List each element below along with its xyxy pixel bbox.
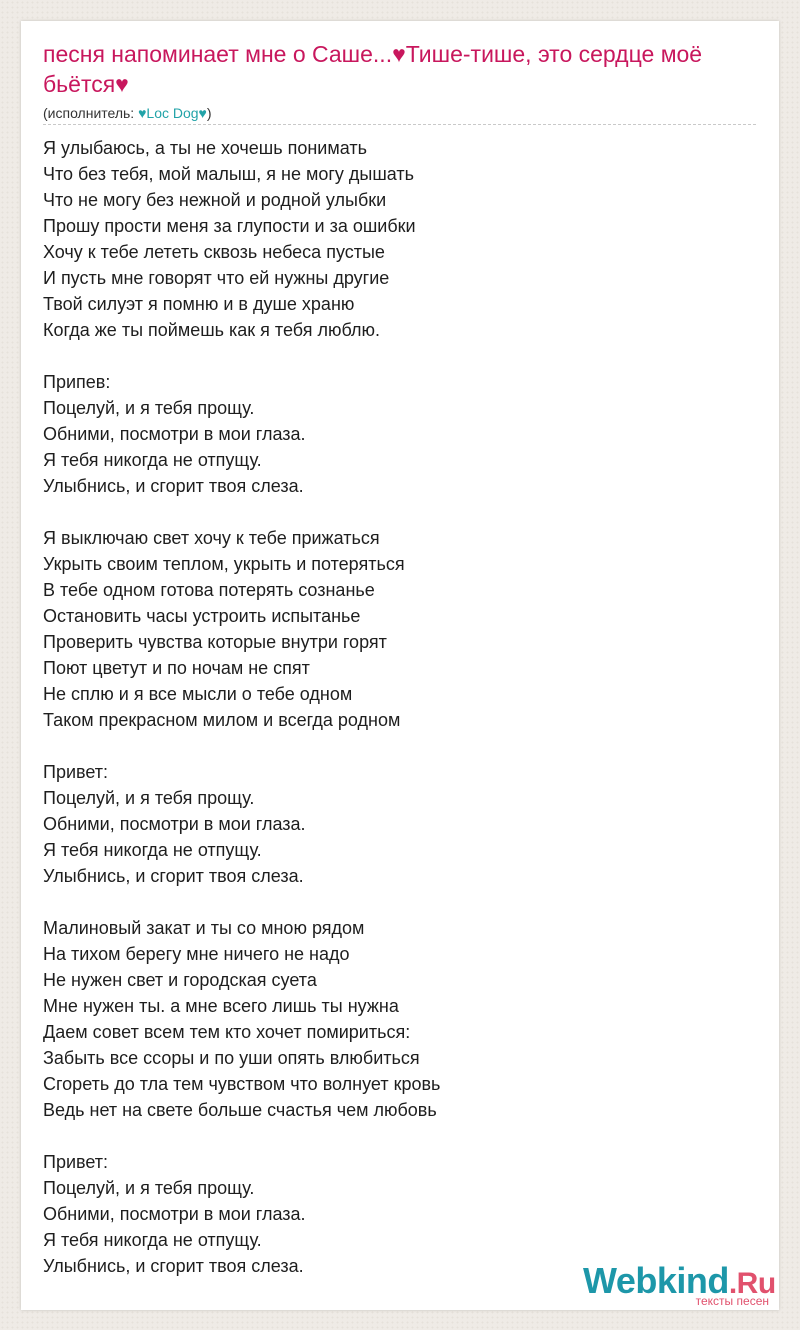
lyric-line: Не нужен свет и городская суета bbox=[43, 970, 317, 990]
lyric-line: Припев: bbox=[43, 372, 111, 392]
lyrics-body bbox=[43, 135, 743, 1279]
lyric-line: Я выключаю свет хочу к тебе прижаться bbox=[43, 528, 380, 548]
stanza-gap bbox=[43, 343, 743, 369]
lyric-line: Укрыть своим теплом, укрыть и потеряться bbox=[43, 554, 405, 574]
lyric-line: Поют цветут и по ночам не спят bbox=[43, 658, 310, 678]
site-logo[interactable] bbox=[583, 1260, 783, 1308]
stanza-gap bbox=[43, 499, 743, 525]
lyric-line: Я тебя никогда не отпущу. bbox=[43, 450, 262, 470]
lyric-line: Привет: bbox=[43, 762, 109, 782]
stanza-gap bbox=[43, 1123, 743, 1149]
artist-suffix: ) bbox=[206, 105, 212, 121]
artist-prefix: (исполнитель: bbox=[43, 105, 139, 121]
artist-line bbox=[43, 104, 212, 122]
lyric-line: Обними, посмотри в мои глаза. bbox=[43, 1204, 306, 1224]
lyric-line: Даем совет всем тем кто хочет помириться: bbox=[43, 1022, 411, 1042]
logo-name: Webkind bbox=[583, 1260, 729, 1301]
lyric-line: Обними, посмотри в мои глаза. bbox=[43, 814, 306, 834]
lyric-line: Улыбнись, и сгорит твоя слеза. bbox=[43, 476, 304, 496]
lyric-line: Мне нужен ты. а мне всего лишь ты нужна bbox=[43, 996, 399, 1016]
lyric-line: Поцелуй, и я тебя прощу. bbox=[43, 398, 255, 418]
lyric-line: Твой силуэт я помню и в душе храню bbox=[43, 294, 355, 314]
lyric-line: Обними, посмотри в мои глаза. bbox=[43, 424, 306, 444]
lyric-line: На тихом берегу мне ничего не надо bbox=[43, 944, 350, 964]
lyric-line: Поцелуй, и я тебя прощу. bbox=[43, 1178, 255, 1198]
song-title: песня напоминает мне о Саше...♥Тише-тише, это сердце моё бьётся♥ bbox=[43, 41, 703, 97]
lyric-line: Что без тебя, мой малыш, я не могу дышать bbox=[43, 164, 415, 184]
lyric-line: В тебе одном готова потерять сознанье bbox=[43, 580, 375, 600]
lyric-line: Сгореть до тла тем чувством что волнует кровь bbox=[43, 1074, 441, 1094]
lyric-line: Привет: bbox=[43, 1152, 109, 1172]
artist-link[interactable]: ♥Loc Dog♥ bbox=[138, 105, 207, 121]
lyric-line: Улыбнись, и сгорит твоя слеза. bbox=[43, 866, 304, 886]
lyric-line: Малиновый закат и ты со мною рядом bbox=[43, 918, 365, 938]
lyric-line: Забыть все ссоры и по уши опять влюбиться bbox=[43, 1048, 420, 1068]
lyric-line: Таком прекрасном милом и всегда родном bbox=[43, 710, 401, 730]
stanza-gap bbox=[43, 889, 743, 915]
logo-tld: .Ru bbox=[728, 1267, 776, 1300]
lyric-line: Ведь нет на свете больше счастья чем любовь bbox=[43, 1100, 437, 1120]
lyric-line: Проверить чувства которые внутри горят bbox=[43, 632, 387, 652]
lyric-line: Я улыбаюсь, а ты не хочешь понимать bbox=[43, 138, 367, 158]
lyric-line: Я тебя никогда не отпущу. bbox=[43, 1230, 262, 1250]
logo-tagline: тексты песен bbox=[695, 1294, 769, 1308]
lyric-line: Я тебя никогда не отпущу. bbox=[43, 840, 262, 860]
lyric-line: Хочу к тебе лететь сквозь небеса пустые bbox=[43, 242, 385, 262]
lyric-line: Когда же ты поймешь как я тебя люблю. bbox=[43, 320, 380, 340]
lyric-line: Улыбнись, и сгорит твоя слеза. bbox=[43, 1256, 304, 1276]
lyric-line: Поцелуй, и я тебя прощу. bbox=[43, 788, 255, 808]
lyric-line: И пусть мне говорят что ей нужны другие bbox=[43, 268, 390, 288]
stanza-gap bbox=[43, 733, 743, 759]
lyric-line: Прошу прости меня за глупости и за ошибки bbox=[43, 216, 416, 236]
divider bbox=[43, 124, 756, 125]
lyric-line: Не сплю и я все мысли о тебе одном bbox=[43, 684, 353, 704]
lyric-line: Что не могу без нежной и родной улыбки bbox=[43, 190, 387, 210]
lyrics-card bbox=[21, 21, 779, 1310]
lyric-line: Остановить часы устроить испытанье bbox=[43, 606, 361, 626]
